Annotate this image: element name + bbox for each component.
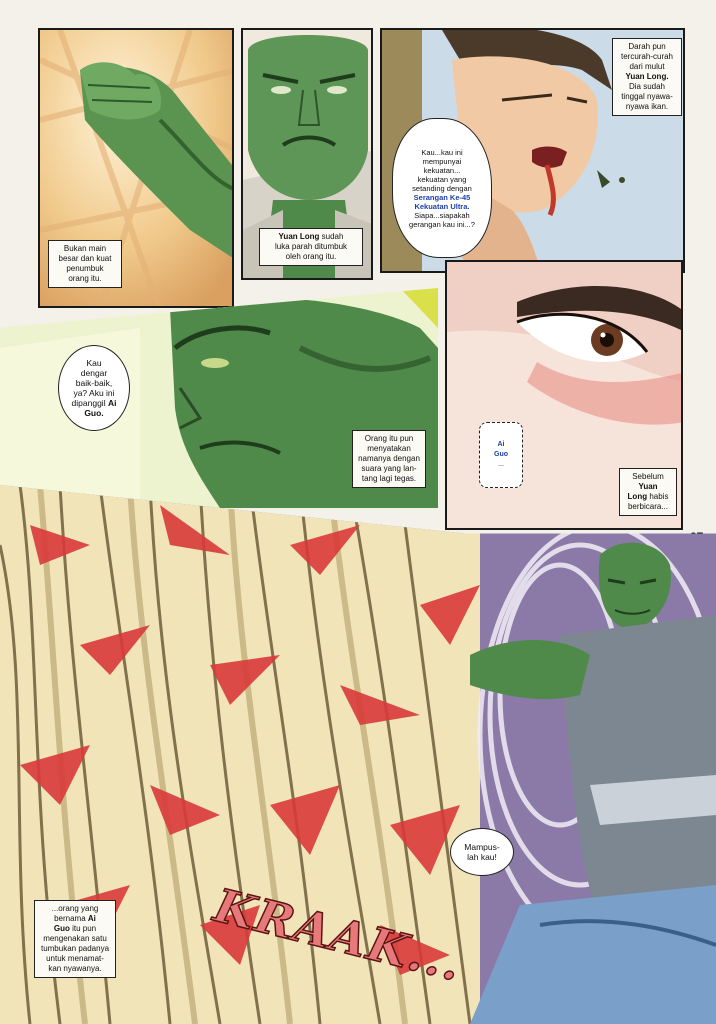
name-bold: Yuan Long [278, 232, 320, 241]
caption-line: luka parah ditumbuk [274, 242, 348, 251]
bubble-line: baik-baik, [75, 378, 113, 388]
bubble-line: gerangan kau ini...? [409, 219, 475, 229]
name-bold: Yuan [638, 482, 658, 491]
bubble-line: kekuatan yang [417, 174, 467, 184]
caption-line: itu pun [72, 924, 97, 933]
caption-line: tinggal nyawa- [621, 92, 673, 101]
name-bold: Ai [107, 398, 117, 408]
name-bold: Ai [87, 914, 96, 923]
caption-line: Dia sudah [628, 82, 666, 91]
bubble-line-blue: Kekuatan Ultra. [414, 201, 470, 211]
whisper-line: Guo [494, 451, 508, 458]
bubble-line: mempunyai [422, 156, 462, 166]
bubble-line: Mampus- [464, 842, 500, 852]
caption-line: berbicara... [627, 502, 669, 511]
caption-line: Bukan main [63, 244, 107, 253]
caption-line: Sebelum [632, 472, 664, 481]
caption-line: tumbukan padanya [40, 944, 110, 953]
whisper-line: ... [498, 461, 504, 468]
bubble-line-blue: Serangan Ke-45 [413, 192, 471, 202]
bubble-line: Kau...kau ini [421, 147, 463, 157]
name-bold: Yuan Long. [625, 72, 669, 81]
caption-bukan-main [48, 240, 122, 288]
panel-fist [38, 28, 234, 308]
caption-line: tang lagi tegas. [361, 474, 417, 483]
bubble-line: kekuatan... [423, 165, 461, 175]
caption-line: bernama [54, 914, 86, 923]
caption-yuan-long-luka [259, 228, 363, 266]
caption-line: mengenakan satu [43, 934, 107, 943]
whisper-bubble-ai-guo [479, 422, 523, 488]
name-bold: Guo. [84, 408, 104, 418]
caption-line: namanya dengan [358, 454, 420, 463]
caption-line: orang itu. [68, 274, 102, 283]
panel-green-face [241, 28, 373, 280]
panel-yuan-long [380, 28, 685, 273]
caption-orang-yang-bernama [34, 900, 116, 978]
bubble-line: lah kau! [467, 852, 497, 862]
caption-line: dari mulut [629, 62, 665, 71]
caption-sebelum [619, 468, 677, 516]
caption-orang-itu-pun [352, 430, 426, 488]
caption-darah-pun [612, 38, 682, 116]
bubble-line: dipanggil [71, 398, 106, 408]
caption-line: Darah pun [628, 42, 666, 51]
bubble-line: Kau [86, 358, 102, 368]
panel-eye [445, 260, 683, 530]
speech-bubble-mampus [450, 828, 514, 876]
speech-bubble-ai-guo [58, 345, 130, 431]
caption-line: Orang itu pun [364, 434, 414, 443]
speech-bubble-kau-ini [392, 118, 492, 258]
name-bold: Long [627, 492, 648, 501]
caption-line: besar dan kuat [58, 254, 112, 263]
caption-line: sudah [321, 232, 344, 241]
caption-line: nyawa ikan. [625, 102, 669, 111]
sound-effect-kraak: KRAAK... [208, 878, 469, 992]
caption-line: ...orang yang [51, 904, 99, 913]
caption-line: suara yang lan- [361, 464, 417, 473]
bubble-line: ya? Aku ini [73, 388, 115, 398]
whisper-line: Ai [497, 441, 505, 448]
caption-line: oleh orang itu. [285, 252, 337, 261]
bubble-line: dengar [80, 368, 108, 378]
caption-line: penumbuk [66, 264, 104, 273]
caption-line: habis [649, 492, 669, 501]
caption-line: untuk menamat- [46, 954, 104, 963]
bubble-line: setanding dengan [412, 183, 472, 193]
caption-line: menyatakan [367, 444, 411, 453]
name-bold: Guo [53, 924, 70, 933]
caption-line: tercurah-curah [620, 52, 674, 61]
caption-line: kan nyawanya. [48, 964, 102, 973]
bubble-line: Siapa...siapakah [414, 210, 470, 220]
